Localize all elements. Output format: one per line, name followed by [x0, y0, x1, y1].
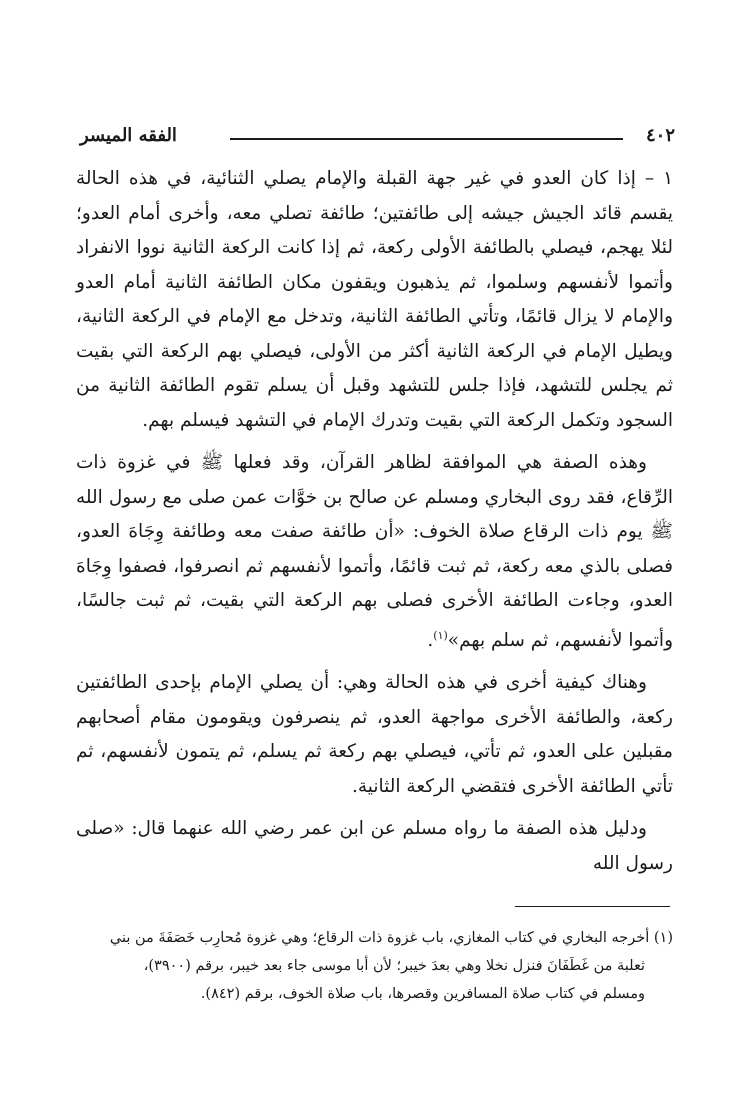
- footnote-line-1: (١) أخرجه البخاري في كتاب المغازي، باب غزوة ذات الرقاع؛ وهي غزوة مُحارِب خَصَفَةَ من بني: [109, 930, 673, 946]
- footnote-separator: [515, 906, 670, 907]
- body-text: [76, 162, 673, 889]
- footnotes: [76, 924, 673, 1008]
- footnote-line-2: ثعلبة من غَطَفَانَ فنزل نخلا وهي بعدَ خيبر؛ لأن أبا موسى جاء بعد خيبر، برقم (٣٩٠٠)،: [143, 958, 645, 974]
- footnote-line-3: ومسلم في كتاب صلاة المسافرين وقصرها، باب صلاة الخوف، برقم (٨٤٢).: [200, 986, 645, 1002]
- paragraph-2: [76, 446, 673, 658]
- book-title: الفقه الميسر: [80, 125, 177, 146]
- header-rule: [230, 138, 623, 140]
- page-header: [80, 124, 675, 154]
- paragraph-4: ودليل هذه الصفة ما رواه مسلم عن ابن عمر رضي الله عنهما قال: «صلى رسول الله: [76, 818, 673, 874]
- paragraph-2-end: .: [427, 629, 434, 651]
- paragraph-1: ١ – إذا كان العدو في غير جهة القبلة والإمام يصلي الثنائية، في هذه الحالة يقسم قائد الجيش جيشه إلى طائفتين؛ طائفة تصلي معه، وأخرى أمام العدو؛ لئلا يهجم، فيصلي بالطائفة الأولى ركعة، ثم إذا كانت الركعة الثانية نووا الانفراد وأتموا لأنفسهم وسلموا، ثم يذهبون ويقفون مكان الطائفة الثانية أمام العدو والإمام لا يزال قائمًا، وتأتي الطائفة الثانية، وتدخل مع الإمام في الركعة الثانية، ويطيل الإمام في الركعة الثانية أكثر من الأولى، فيصلي بهم الركعة التي بقيت ثم يجلس للتشهد، فإذا جلس للتشهد وقبل أن يسلم تقوم الطائفة الثانية من السجود وتكمل الركعة التي بقيت وتدرك الإمام في التشهد فيسلم بهم.: [76, 168, 673, 431]
- footnote-ref[interactable]: (١): [433, 628, 448, 642]
- page-number: ٤٠٢: [645, 125, 675, 146]
- paragraph-3: وهناك كيفية أخرى في هذه الحالة وهي: أن يصلي الإمام بإحدى الطائفتين ركعة، والطائفة الأخرى مواجهة العدو، ثم ينصرفون ويقومون مقام أصحابهم مقبلين على العدو، ثم تأتي، فيصلي بهم ركعة ثم يسلم، ثم يتمون لأنفسهم، ثم تأتي الطائفة الأخرى فتقضي الركعة الثانية.: [76, 672, 673, 797]
- paragraph-2-text: وهذه الصفة هي الموافقة لظاهر القرآن، وقد فعلها ﷺ في غزوة ذات الرِّقاع، فقد روى البخاري ومسلم عن صالح بن خوَّات عمن صلى مع رسول الله ﷺ يوم ذات الرقاع صلاة الخوف: «أن طائفة صفت معه وطائفة وِجَاهَ العدو، فصلى بالذي معه ركعة، ثم ثبت قائمًا، وأتموا لأنفسهم ثم انصرفوا، فصفوا وِجَاهَ العدو، وجاءت الطائفة الأخرى فصلى بهم الركعة التي بقيت، ثم ثبت جالسًا، وأتموا لأنفسهم، ثم سلم بهم»: [76, 452, 673, 651]
